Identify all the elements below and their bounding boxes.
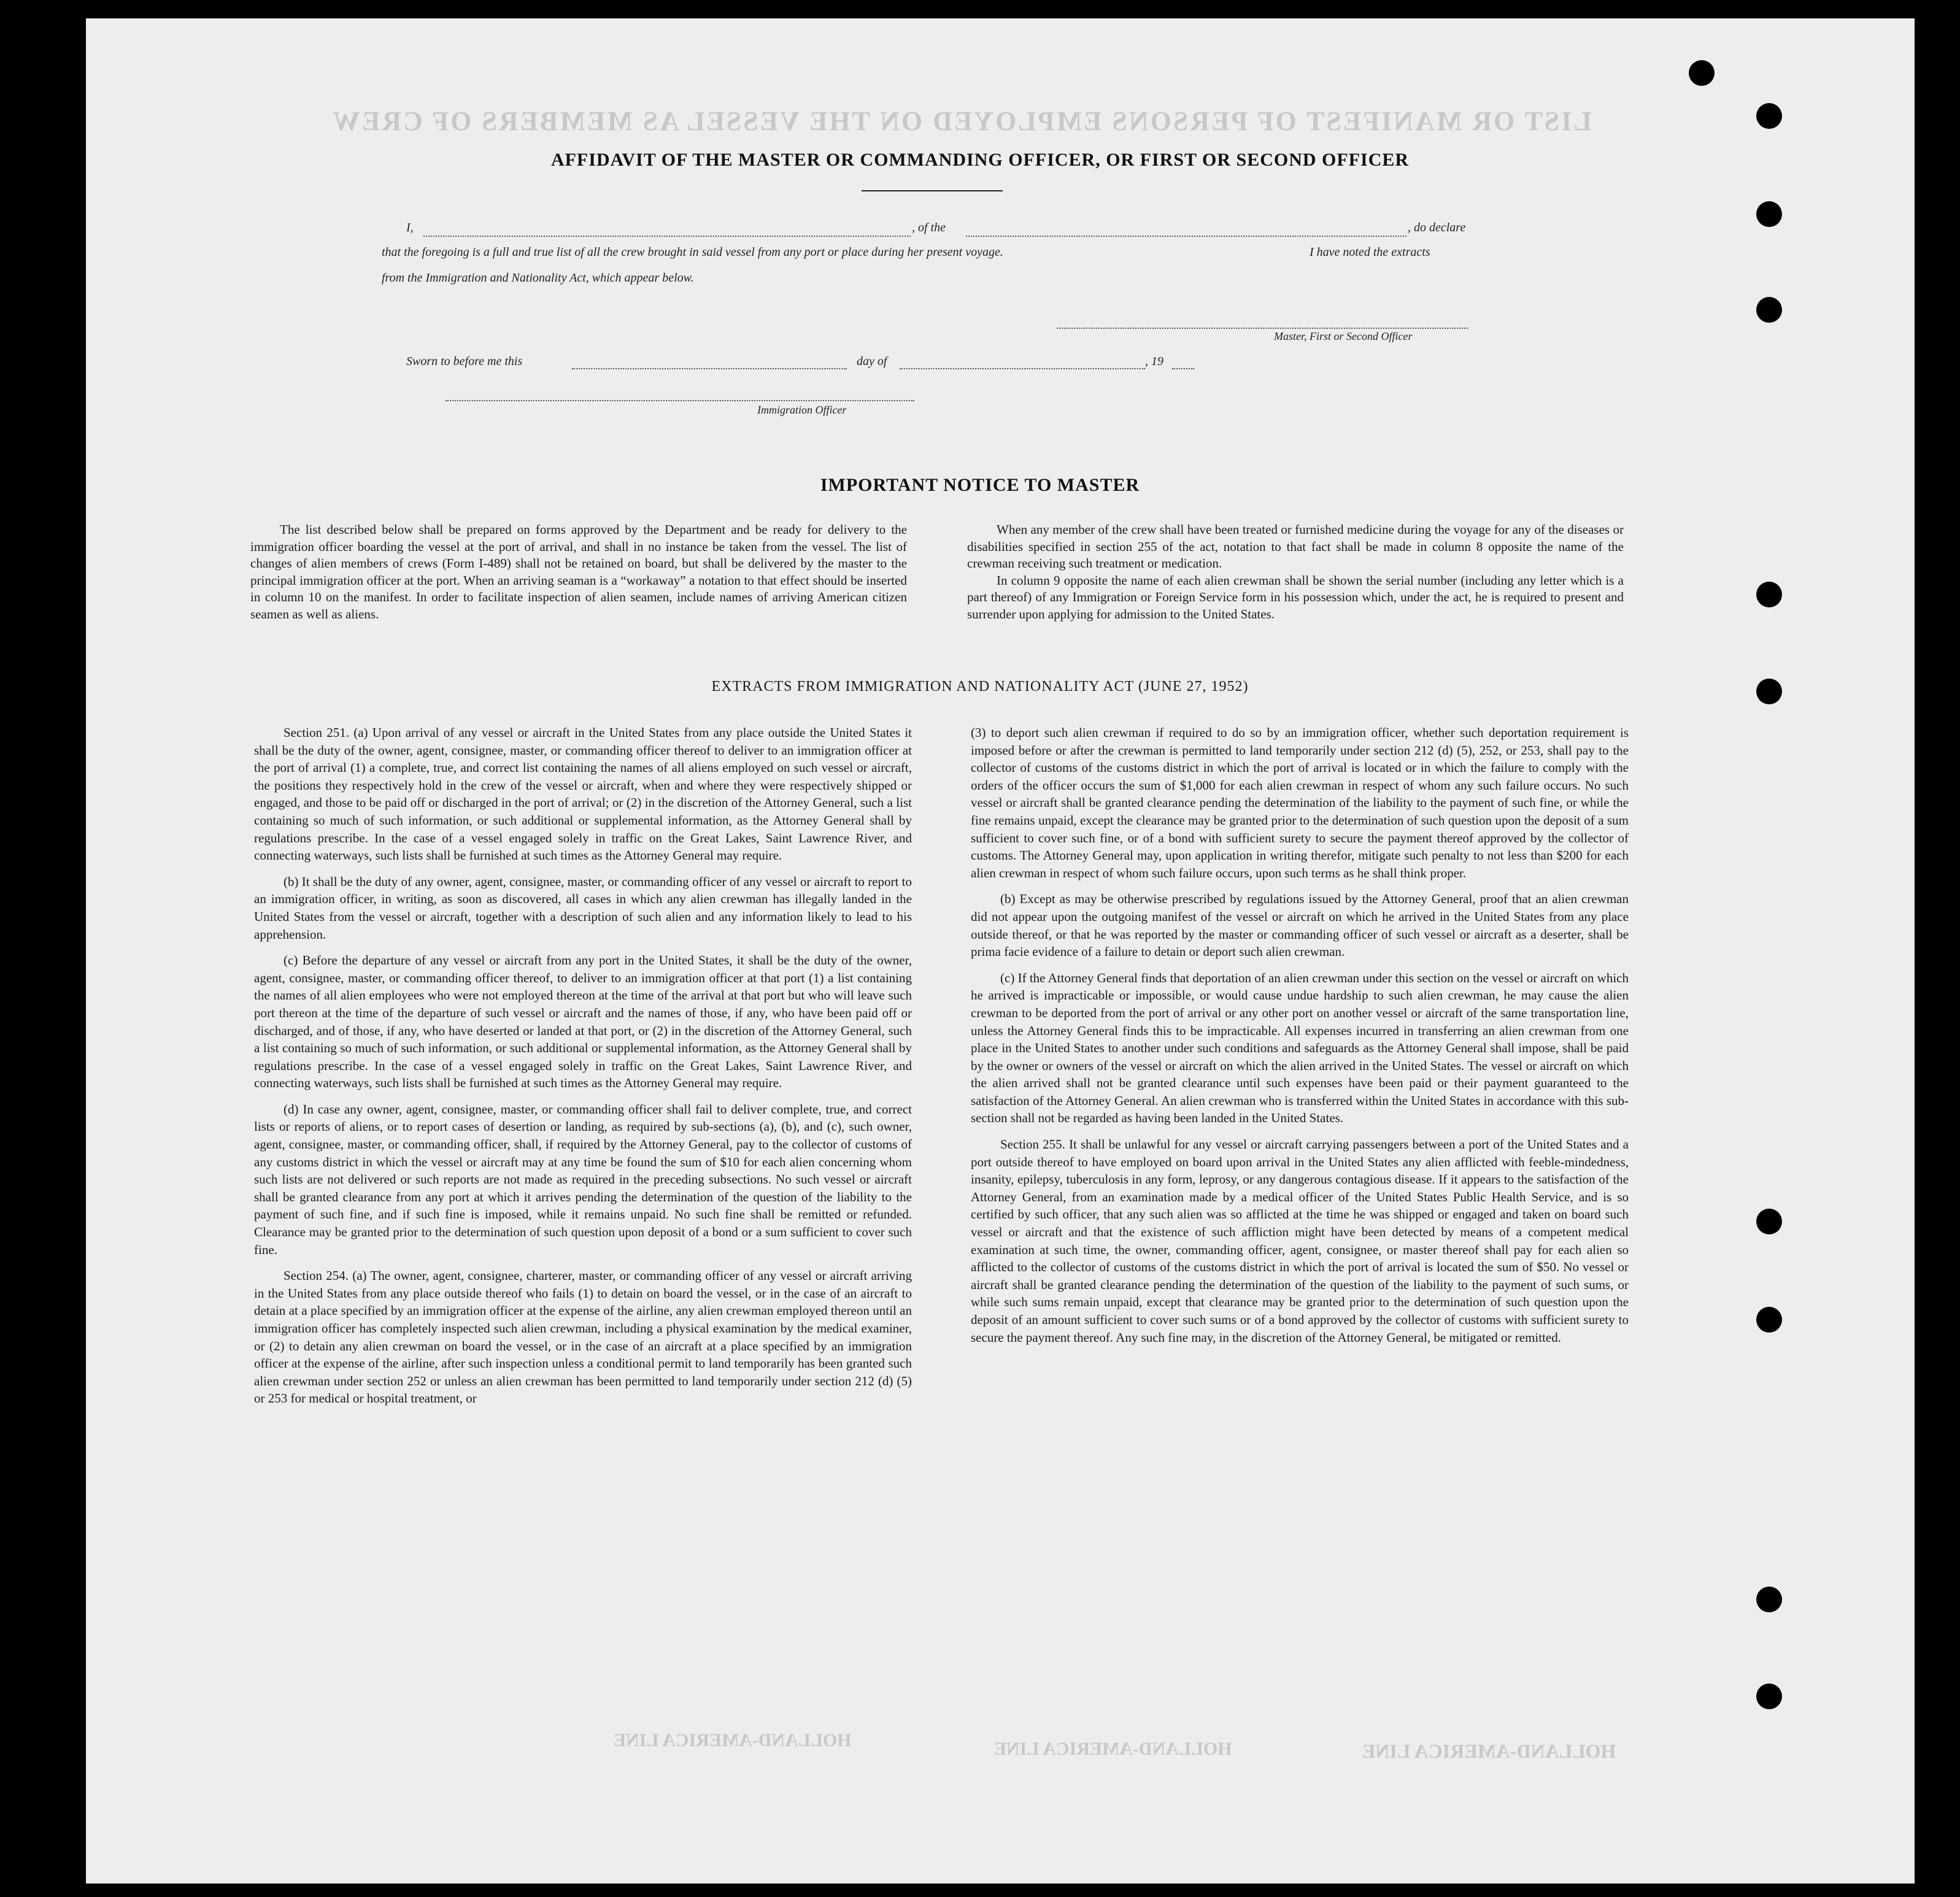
punch-hole [1756, 582, 1782, 607]
sworn-year-field[interactable] [1172, 368, 1194, 369]
bleed-through-footer-left: HOLLAND-AMERICA LINE [614, 1730, 852, 1750]
section-251-d: (d) In case any owner, agent, consignee, master, or commanding officer shall fail to deliver complete, true, and correct lists or reports of aliens, or to report cases of desertion or landing, as required by sub-sections (a), (b), and (c), such owner, agent, consignee, master, or commanding officer, shall, if required by the Attorney General, pay to the collector of customs of any customs district in which the vessel or aircraft may at any time be found the sum of $10 for each alien concerning whom such lists are not delivered or such reports are not made as required in the preceding subsections. No such vessel or aircraft shall be granted clearance from any port at which it arrives pending the determination of the question of the liability to the payment of such fine, and if such fine is imposed, while it remains unpaid. No such fine shall be remitted or refunded. Clearance may be granted prior to the determination of such question upon deposit of a bond or a sum sufficient to cover such fine. [254, 1101, 912, 1257]
day-of-label: day of [857, 355, 887, 368]
year-label: , 19 [1145, 355, 1163, 368]
do-declare-label: , do declare [1408, 221, 1466, 234]
notice-right-paragraph-1: When any member of the crew shall have been treated or furnished medicine during the voyage for any of the diseases or disabilities specified in section 255 of the act, notation to that fact shall be made in column 8 opposite the name of the crewman receiving such treatment or medication. [967, 522, 1624, 571]
affidavit-title: AFFIDAVIT OF THE MASTER OR COMMANDING OFFICER, OR FIRST OR SECOND OFFICER [550, 150, 1410, 170]
vessel-field[interactable] [966, 236, 1406, 237]
sworn-day-field[interactable] [572, 368, 847, 369]
punch-hole [1756, 103, 1782, 129]
notice-left-paragraph: The list described below shall be prepared on forms approved by the Department and be ready for delivery to the immigration officer boarding the vessel at the port of arrival, and shall in no instance be taken from the vessel. The list of changes of alien members of crews (Form I-489) shall not be retained on board, but shall be delivered by the master to the principal immigration officer at the port. When an arriving seaman is a “workaway” a notation to that effect should be inserted in column 10 on the manifest. In order to facilitate inspection of alien seamen, include names of arriving American citizen seamen as well as aliens. [250, 522, 907, 621]
section-254-a: Section 254. (a) The owner, agent, consignee, charterer, master, or commanding officer of any vessel or aircraft arriving in the United States from any place outside thereof who fails (1) to detain on board the vessel, or in the case of an aircraft to detain at a place specified by an immigration officer at the expense of the airline, any alien crewman employed thereon until an immigration officer has completely inspected such alien crewman, including a physical examination by the medical examiner, or (2) to detain any alien crewman on board the vessel, or in the case of an aircraft at a place specified by an immigration officer at the expense of the airline, after such inspection unless a conditional permit to land temporarily has been granted such alien crewman under section 252 or unless an alien crewman has been permitted to land temporarily under section 212 (d) (5) or 253 for medical or hospital treatment, or [254, 1268, 912, 1406]
of-the-label: , of the [912, 221, 946, 234]
name-field[interactable] [423, 236, 911, 237]
section-254-c: (c) If the Attorney General finds that deportation of an alien crewman under this section on the vessel or aircraft on which he arrived is impracticable or impossible, or would cause undue hardship to such alien crewman, he may cause the alien crewman to be deported from the port of arrival or any other port on another vessel or aircraft of the same transportation line, unless the Attorney General finds this to be impracticable. All expenses incurred in transferring an alien crewman from one place in the United States to another under such conditions and safeguards as the Attorney General shall impose, shall be paid by the owner or owners of the vessel or aircraft on which the alien arrived in the United States. The vessel or aircraft on which the alien arrived shall not be granted clearance until such expenses have been paid or their payment guaranteed to the satisfaction of the Attorney General. An alien crewman who is transferred within the United States in accordance with this sub-section shall not be regarded as having been landed in the United States. [971, 970, 1629, 1126]
extracts-left-column [254, 724, 912, 1416]
section-254-b: (b) Except as may be otherwise prescribed by regulations issued by the Attorney General, proof that an alien crewman did not appear upon the outgoing manifest of the vessel or aircraft on which he arrived in the United States from any place outside thereof, or that he was reported by the master or commanding officer of such vessel or aircraft as a deserter, shall be prima facie evidence of a failure to detain or deport such alien crewman. [971, 891, 1629, 960]
officer-signature-label: Immigration Officer [757, 404, 847, 416]
notice-right-paragraph-2: In column 9 opposite the name of each alien crewman shall be shown the serial number (including any letter which is a part thereof) of any Immigration or Foreign Service form in his possession which, under the act, he is required to present and surrender upon applying for admission to the United States. [967, 572, 1624, 621]
punch-hole [1756, 1307, 1782, 1333]
title-rule [862, 190, 1003, 191]
notice-title: IMPORTANT NOTICE TO MASTER [820, 475, 1140, 495]
section-251-a: Section 251. (a) Upon arrival of any vessel or aircraft in the United States from any place outside the United States it shall be the duty of the owner, agent, consignee, master, or commanding officer thereof to deliver to an immigration officer at the port of arrival (1) a complete, true, and correct list containing the names of all aliens employed on such vessel or aircraft, the positions they respectively hold in the crew of the vessel or aircraft, when and where they were respectively shipped or engaged, and those to be paid off or discharged in the port of arrival; or (2) in the discretion of the Attorney General, such a list containing so much of such information, or such additional or supplemental information, as the Attorney General shall by regulations prescribe. In the case of a vessel engaged solely in traffic on the Great Lakes, Saint Lawrence River, and connecting waterways, such lists shall be furnished at such times as the Attorney General may require. [254, 725, 912, 863]
extracts-right-column [971, 724, 1629, 1355]
extracts-title: EXTRACTS FROM IMMIGRATION AND NATIONALITY ACT (JUNE 27, 1952) [711, 679, 1249, 695]
notice-right-column [967, 521, 1624, 623]
affidavit-statement-continued: I have noted the extracts [1310, 245, 1430, 259]
punch-hole [1689, 60, 1715, 86]
bleed-through-header: LIST OR MANIFEST OF PERSONS EMPLOYED ON THE VESSEL AS MEMBERS OF CREW [331, 106, 1592, 136]
sworn-label: Sworn to before me this [406, 355, 523, 368]
section-254-a-continued: (3) to deport such alien crewman if required to do so by an immigration officer, whether such deportation requirement is imposed before or after the crewman is permitted to land temporarily under section 212 (d) (5), 252, or 253, shall pay to the collector of customs of the customs district in which the port of arrival is located or in which the failure to comply with the orders of the officer occurs the sum of $1,000 for each alien crewman in respect of whom any such failure occurs. No such vessel or aircraft shall be granted clearance pending the determination of the liability to the payment of such fine, or while the fine remains unpaid, except the clearance may be granted prior to the determination of such question upon the deposit of a sum sufficient to cover such fine, or of a bond with sufficient surety to secure the payment thereof approved by the collector of customs. The Attorney General may, upon application in writing therefor, mitigate such penalty to not less than $200 for each alien crewman in respect of whom such failure occurs, upon such terms as he shall think proper. [971, 725, 1629, 880]
punch-hole [1756, 1587, 1782, 1612]
affidavit-statement-line2: from the Immigration and Nationality Act, which appear below. [382, 271, 694, 285]
affidavit-statement: that the foregoing is a full and true list of all the crew brought in said vessel from any port or place during her present voyage. [382, 245, 1003, 259]
section-251-b: (b) It shall be the duty of any owner, agent, consignee, master, or commanding officer of any vessel or aircraft to report to an immigration officer, in writing, as soon as discovered, all cases in which any alien crewman has illegally landed in the United States from the vessel or aircraft, together with a description of such alien and any information likely to lead to his apprehension. [254, 874, 912, 942]
master-signature-line[interactable] [1057, 328, 1468, 329]
section-251-c: (c) Before the departure of any vessel or aircraft from any port in the United States, it shall be the duty of the owner, agent, consignee, master, or commanding officer thereof, to deliver to an immigration officer at that port (1) a list containing the names of all alien employees who were not employed thereon at the time of the arrival at that port but who will leave such port thereon at the time of the departure of such vessel or aircraft and the names of those, if any, who have been paid off or discharged, and of those, if any, who have deserted or landed at that port, or (2) in the discretion of the Attorney General, such a list containing so much of such information, or such additional or supplemental information, as the Attorney General shall by regulations prescribe. In the case of a vessel engaged solely in traffic on the Great Lakes, Saint Lawrence River, and connecting waterways, such lists shall be furnished at such times as the Attorney General may require. [254, 953, 912, 1091]
punch-hole [1756, 297, 1782, 323]
punch-hole [1756, 1683, 1782, 1709]
bleed-through-footer-mid: HOLLAND-AMERICA LINE [994, 1739, 1232, 1759]
bleed-through-footer-right: HOLLAND-AMERICA LINE [1362, 1740, 1616, 1762]
sworn-month-field[interactable] [900, 368, 1145, 369]
master-signature-label: Master, First or Second Officer [1274, 330, 1413, 342]
section-255: Section 255. It shall be unlawful for any vessel or aircraft carrying passengers between a port of the United States and a port outside thereof to have employed on board upon arrival in the United States any alien afflicted with feeble-mindedness, insanity, epilepsy, tuberculosis in any form, leprosy, or any dangerous contagious disease. If it appears to the satisfaction of the Attorney General, from an examination made by a medical officer of the United States Public Health Service, and is so certified by such officer, that any such alien was so afflicted at the time he was shipped or engaged and taken on board such vessel or aircraft and that the existence of such affliction might have been detected by means of a competent medical examination at such time, the owner, commanding officer, agent, consignee, or master thereof shall pay for each alien so afflicted to the collector of customs of the customs district in which the port of arrival is located the sum of $50. No vessel or aircraft shall be granted clearance pending the determination of the question of the liability to the payment of such sums, or while such sums remain unpaid, except that clearance may be granted prior to the determination of such question upon the deposit of an amount sufficient to cover such sums or of a bond approved by the collector of customs with sufficient surety to secure the payment thereof. Any such fine may, in the discretion of the Attorney General, be mitigated or remitted. [971, 1137, 1629, 1345]
i-label: I, [406, 221, 414, 234]
officer-signature-line[interactable] [446, 400, 914, 401]
punch-hole [1756, 1209, 1782, 1234]
punch-hole [1756, 201, 1782, 227]
notice-left-column [250, 521, 907, 623]
